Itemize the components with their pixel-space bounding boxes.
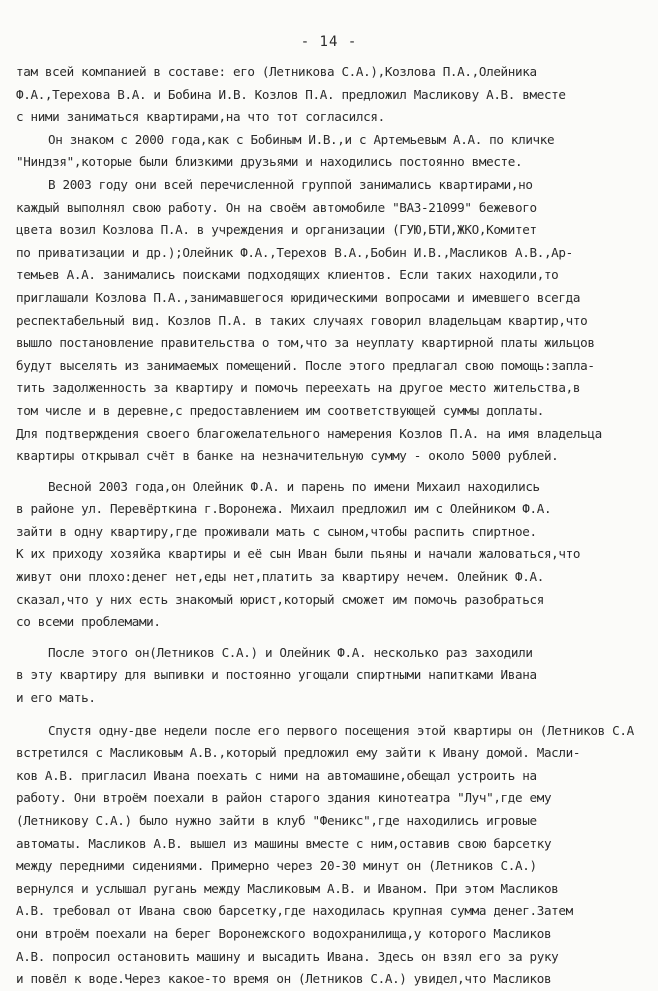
text-line: тить задолженность за квартиру и помочь переехать на другое место жительства,в [16, 380, 581, 396]
text-line: Ф.А.,Терехова В.А. и Бобина И.В. Козлов П.А. предложил Масликову А.В. вместе [16, 86, 566, 102]
text-line: будут выселять из занимаемых помещений. После этого предлагал свою помощь:запла- [16, 357, 595, 373]
text-line: К их приходу хозяйка квартиры и её сын Иван были пьяны и начали жаловаться,что [16, 546, 581, 562]
text-line: и повёл к воде.Через какое-то время он (Летников С.А.) увидел,что Масликов [16, 971, 552, 987]
text-line: В 2003 году они всей перечисленной группой занимались квартирами,но [48, 176, 533, 192]
text-line: и его мать. [16, 690, 96, 706]
page-number: - 14 - [300, 34, 358, 50]
document-body [0, 61, 658, 991]
text-line: сказал,что у них есть знакомый юрист,который сможет им помочь разобраться [16, 591, 544, 607]
text-line: Весной 2003 года,он Олейник Ф.А. и парень по имени Михаил находились [48, 478, 540, 494]
text-line: там всей компанией в составе: его (Летникова С.А.),Козлова П.А.,Олейника [16, 64, 537, 79]
text-line: в эту квартиру для выпивки и постоянно угощали спиртными напитками Ивана [16, 667, 537, 683]
text-line: Он знаком с 2000 года,как с Бобиным И.В.,и с Артемьевым А.А. по кличке [48, 131, 555, 147]
text-line: респектабельный вид. Козлов П.А. в таких случаях говорил владельцам квартир,что [16, 312, 588, 328]
text-line: цвета возил Козлова П.А. в учреждения и организации (ГУЮ,БТИ,ЖКО,Комитет [16, 222, 537, 238]
text-line: "Ниндзя",которые были близкими друзьями и находились постоянно вместе. [16, 154, 523, 170]
text-line: в районе ул. Перевёрткина г.Воронежа. Михаил предложил им с Олейником Ф.А. [16, 501, 552, 517]
text-line: вернулся и услышал ругань между Масликовым А.В. и Иваном. При этом Масликов [16, 880, 559, 896]
text-line: живут они плохо:денег нет,еды нет,платить за квартиру нечем. Олейник Ф.А. [16, 569, 544, 585]
text-line: с ними заниматься квартирами,на что тот согласился. [16, 109, 385, 125]
text-line: они втроём поехали на берег Воронежского водохранилища,у которого Масликов [16, 925, 552, 941]
text-line: зайти в одну квартиру,где проживали мать с сыном,чтобы распить спиртное. [16, 523, 537, 539]
text-line: автоматы. Масликов А.В. вышел из машины вместе с ним,оставив свою барсетку [16, 835, 552, 851]
text-line: ков А.В. пригласил Ивана поехать с ними на автомашине,обещал устроить на [16, 767, 537, 783]
text-line: каждый выполнял свою работу. Он на своём автомобиле "ВАЗ-21099" бежевого [16, 199, 537, 215]
text-line: Для подтверждения своего благожелательного намерения Козлов П.А. на имя владельца [16, 425, 602, 441]
text-line: квартиры открывал счёт в банке на незначительную сумму - около 5000 рублей. [16, 448, 559, 464]
text-line: со всеми проблемами. [16, 614, 161, 630]
text-line: встретился с Масликовым А.В.,который предложил ему зайти к Ивану домой. Масли- [16, 745, 581, 761]
text-line: А.В. требовал от Ивана свою барсетку,где находилась крупная сумма денег.Затем [16, 903, 573, 919]
text-line: (Летникову С.А.) было нужно зайти в клуб "Феникс",где находились игровые [16, 813, 537, 828]
text-line: по приватизации и др.);Олейник Ф.А.,Терехов В.А.,Бобин И.В.,Масликов А.В.,Ар- [16, 244, 573, 260]
text-line: После этого он(Летников С.А.) и Олейник Ф.А. несколько раз заходили [48, 644, 533, 660]
text-line: работу. Они втроём поехали в район старого здания кинотеатра "Луч",где ему [16, 790, 552, 806]
text-line: приглашали Козлова П.А.,занимавшегося юридическими вопросами и имевшего всегда [16, 289, 581, 305]
text-line: между передними сидениями. Примерно через 20-30 минут он (Летников С.А.) [16, 858, 537, 874]
text-line: темьев А.А. занимались поисками подходящих клиентов. Если таких находили,то [16, 267, 559, 283]
text-line: том числе и в деревне,с предоставлением им соответствующей суммы доплаты. [16, 402, 544, 418]
text-line: Спустя одну-две недели после его первого посещения этой квартиры он (Летников С.А [48, 722, 634, 738]
text-line: А.В. попросил остановить машину и высадить Ивана. Здесь он взял его за руку [16, 948, 559, 964]
text-line: вышло постановление правительства о том,что за неуплату квартирной платы жильцов [16, 335, 595, 351]
